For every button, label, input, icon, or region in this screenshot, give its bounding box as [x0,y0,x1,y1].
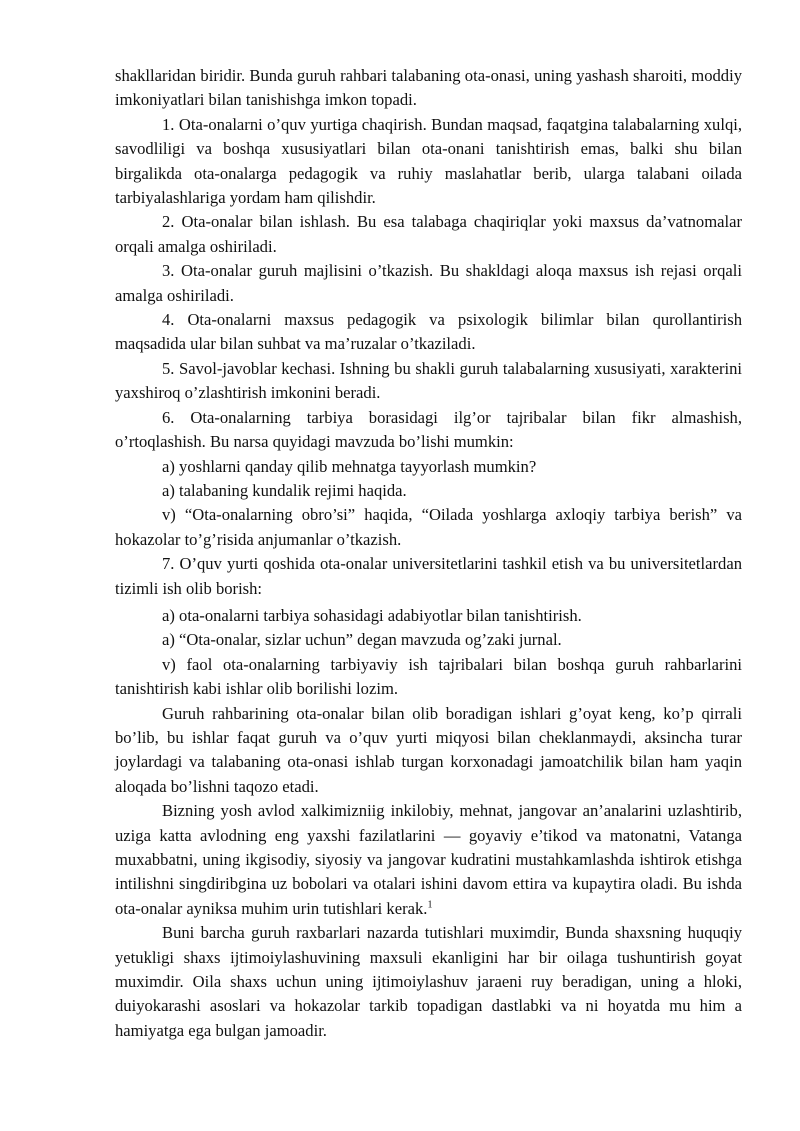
document-page [115,64,742,1043]
paragraph-item-2: 2. Ota-onalar bilan ishlash. Bu esa talabaga chaqiriqlar yoki maxsus da’vatnomalar orqali amalga oshiriladi. [115,212,742,256]
subitem-6a-second: a) talabaning kundalik rejimi haqida. [162,480,407,500]
paragraph-guruh-rahbari: Guruh rahbarining ota-onalar bilan olib boradigan ishlari g’oyat keng, ko’p qirrali bo’lib, bu ishlar faqat guruh va o’quv yurti miqyosi bilan cheklanmaydi, aksincha turar joylardagi va talabaning ota-onasi ishlab turgan korxonadagi jamoatchilik bilan ham yaqin aloqada bo’lishni taqozo etadi. [115,703,742,796]
paragraph-item-3: 3. Ota-onalar guruh majlisini o’tkazish. Bu shakldagi aloqa maxsus ish rejasi orqali amalga oshiriladi. [115,261,742,305]
footnote-reference[interactable]: 1 [427,899,433,911]
paragraph-item-5: 5. Savol-javoblar kechasi. Ishning bu shakli guruh talabalarning xususiyati, xarakterini yaxshiroq o’zlashtirish imkonini beradi. [115,358,742,403]
subitem-7a-second: a) “Ota-onalar, sizlar uchun” degan mavzuda og’zaki jurnal. [162,630,562,650]
subitem-7v: v) faol ota-onalarning tarbiyaviy ish tajribalari bilan boshqa guruh rahbarlarini tanishtirish kabi ishlar olib borilishi lozim. [115,654,742,699]
subitem-6v: v) “Ota-onalarning obro’si” haqida, “Oilada yoshlarga axloqiy tarbiya berish” va hokazolar to’g’risida anjumanlar o’tkazish. [115,505,742,549]
paragraph-item-1: 1. Ota-onalarni o’quv yurtiga chaqirish. Bundan maqsad, faqatgina talabalarning xulqi, savodliligi va boshqa xususiyatlari bilan ota-onani tanishtirish emas, balki shu bilan birgalikda ota-onalarga pedagogik va ruhiy maslahatlar berib, ularga talabani oilada tarbiyalashlariga yordam ham qilishdir. [115,114,742,208]
paragraph-item-7: 7. O’quv yurti qoshida ota-onalar universitetlarini tashkil etish va bu universitetlardan tizimli ish olib borish: [115,554,742,598]
paragraph-item-6: 6. Ota-onalarning tarbiya borasidagi ilg’or tajribalar bilan fikr almashish, o’rtoqlashish. Bu narsa quyidagi mavzuda bo’lishi mumkin: [115,407,742,452]
subitem-6a: a) yoshlarni qanday qilib mehnatga tayyorlash mumkin? [162,456,537,476]
paragraph-oila: Buni barcha guruh raxbarlari nazarda tutishlari muximdir, Bunda shaxsning huquqiy yetukligi shaxs ijtimoiylashuvining maxsuli ekanligini har bir oilaga tushuntirish goyat muximdir. Oila shaxs uchun uning ijtimoiylashuv jaraeni ruy beradigan, uning a hloki, duiyokarashi asoslari va hokazolar tarkib topadigan dastlabki va ni hoyatda mu him a hamiyatga ega bulgan jamoadir. [115,923,742,1040]
paragraph-yosh-avlod [115,799,742,921]
paragraph-yosh-avlod-text: Bizning yosh avlod xalkimizniig inkilobiy, mehnat, jangovar an’analarini uzlashtirib, uziga katta avlodning eng yaxshi fazilatlarini — goyaviy e’tikod va matonatni, Vatanga muxabbatni, uning ikgisodiy, siyosiy va jangovar kudratini mustahkamlashda ishtirok etishga intilishni singdiribgina uz bobolari va otalari ishini davom ettira va kupaytira oladi. Bu ishda ota-onalar ayniksa muhim urin tutishlari kerak. [115,801,742,918]
paragraph-item-4: 4. Ota-onalarni maxsus pedagogik va psixologik bilimlar bilan qurollantirish maqsadida ular bilan suhbat va ma’ruzalar o’tkaziladi. [115,310,742,354]
paragraph-intro: shakllaridan biridir. Bunda guruh rahbari talabaning ota-onasi, uning yashash sharoiti, moddiy imkoniyatlari bilan tanishishga imkon topadi. [115,66,742,110]
subitem-7a: a) ota-onalarni tarbiya sohasidagi adabiyotlar bilan tanishtirish. [162,605,582,625]
